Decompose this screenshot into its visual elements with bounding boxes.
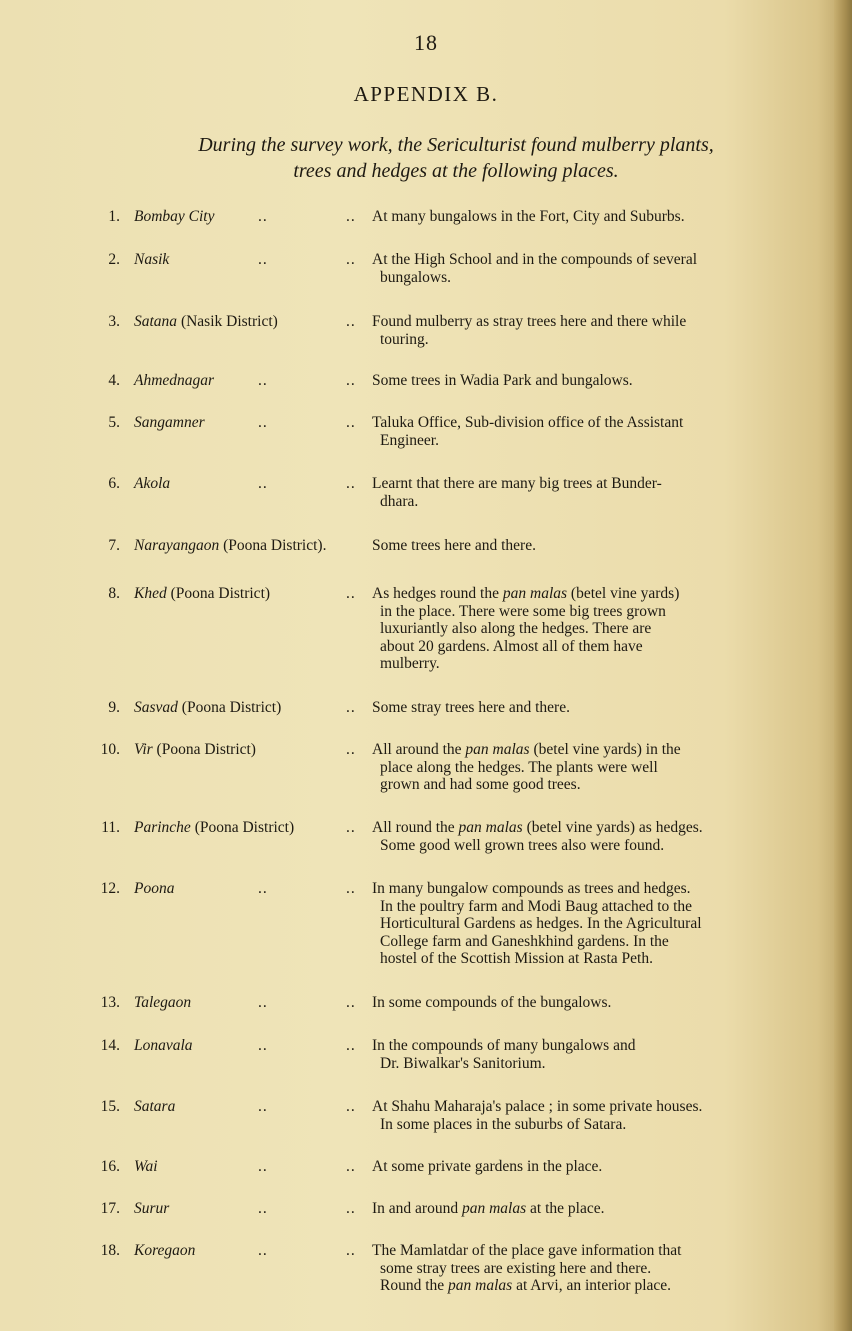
- description-line: In many bungalow compounds as trees and hedges.: [372, 880, 691, 897]
- entry-description: [372, 699, 796, 717]
- entry-description: [372, 208, 796, 226]
- description-line: Round the pan malas at Arvi, an interior place.: [380, 1277, 672, 1294]
- description-line: Some stray trees here and there.: [372, 699, 570, 716]
- entry-description: [372, 313, 796, 348]
- description-line: In the poultry farm and Modi Baug attached to the: [380, 897, 693, 915]
- entry-place: [134, 251, 169, 269]
- italic-term: pan malas: [461, 1200, 527, 1217]
- description-line: grown and had some good trees.: [380, 776, 581, 793]
- description-line: hostel of the Scottish Mission at Rasta Peth.: [380, 950, 653, 967]
- leader-dots: ..: [346, 208, 356, 225]
- entry-description: [372, 1200, 796, 1218]
- leader-dots: ..: [258, 251, 268, 268]
- leader-dots: ..: [346, 880, 356, 897]
- entry-description: [372, 372, 796, 390]
- book-gutter: [834, 0, 852, 1331]
- place-name: Talegaon: [134, 994, 192, 1011]
- leader-dots: ..: [346, 1200, 356, 1217]
- place-name: Narayangaon: [134, 537, 220, 554]
- leader-dots: ..: [258, 1200, 268, 1217]
- entry-number: 14.: [100, 1037, 120, 1054]
- entry-description: [372, 819, 796, 854]
- place-name: Nasik: [134, 251, 170, 268]
- subtitle-line-2: trees and hedges at the following places.: [293, 160, 619, 182]
- description-line: bungalows.: [380, 268, 452, 286]
- entry-number: 3.: [108, 313, 120, 330]
- description-line: Engineer.: [380, 431, 439, 449]
- leader-dots: ..: [258, 208, 268, 225]
- description-line: some stray trees are existing here and there.: [380, 1259, 652, 1277]
- entry-description: [372, 537, 796, 555]
- description-line: Found mulberry as stray trees here and there while: [372, 313, 687, 330]
- leader-dots: ..: [346, 1158, 356, 1175]
- description-line: In some compounds of the bungalows.: [372, 994, 612, 1011]
- place-name: Parinche: [134, 819, 191, 836]
- description-line: At Shahu Maharaja's palace ; in some private houses.: [372, 1098, 703, 1115]
- place-name: Wai: [134, 1158, 158, 1175]
- leader-dots: ..: [258, 880, 268, 897]
- entry-place: [134, 819, 294, 837]
- entry-place: [134, 537, 326, 555]
- entry-description: [372, 475, 796, 510]
- entry-description: [372, 1242, 796, 1295]
- entry-description: [372, 251, 796, 286]
- leader-dots: ..: [346, 372, 356, 389]
- leader-dots: ..: [346, 251, 356, 268]
- entry-description: [372, 1098, 796, 1133]
- description-line: Some trees here and there.: [372, 537, 536, 554]
- entry-place: [134, 1200, 169, 1218]
- description-line: Dr. Biwalkar's Sanitorium.: [380, 1054, 546, 1072]
- entry-description: [372, 1158, 796, 1176]
- leader-dots: ..: [346, 819, 356, 836]
- entry-place: [134, 414, 205, 432]
- description-line: about 20 gardens. Almost all of them have: [380, 637, 643, 655]
- place-name: Satana: [134, 313, 178, 330]
- entry-place: [134, 585, 270, 603]
- entry-number: 18.: [100, 1242, 120, 1259]
- entry-description: [372, 994, 796, 1012]
- entry-number: 10.: [100, 741, 120, 758]
- leader-dots: ..: [346, 414, 356, 431]
- leader-dots: ..: [258, 1037, 268, 1054]
- description-line: All round the pan malas (betel vine yards) as hedges.: [372, 819, 703, 836]
- entry-place: [134, 1037, 193, 1055]
- leader-dots: ..: [346, 1037, 356, 1054]
- description-line: place along the hedges. The plants were well: [380, 758, 658, 776]
- description-line: In the compounds of many bungalows and: [372, 1037, 636, 1054]
- place-name: Khed: [134, 585, 167, 602]
- description-line: The Mamlatdar of the place gave information that: [372, 1242, 682, 1259]
- entry-number: 8.: [108, 585, 120, 602]
- entry-description: [372, 741, 796, 794]
- description-line: Some good well grown trees also were found.: [380, 836, 665, 854]
- entry-place: [134, 880, 174, 898]
- description-line: touring.: [380, 330, 429, 348]
- entry-number: 4.: [108, 372, 120, 389]
- entry-description: [372, 414, 796, 449]
- entry-number: 12.: [100, 880, 120, 897]
- appendix-heading: APPENDIX B.: [353, 82, 499, 106]
- entry-number: 1.: [108, 208, 120, 225]
- place-name: Poona: [134, 880, 175, 897]
- description-line: in the place. There were some big trees grown: [380, 602, 666, 620]
- entry-number: 15.: [100, 1098, 120, 1115]
- entry-place: [134, 208, 215, 226]
- place-name: Ahmednagar: [134, 372, 215, 389]
- description-line: As hedges round the pan malas (betel vine yards): [372, 585, 680, 602]
- entry-place: [134, 475, 170, 493]
- entry-place: [134, 1098, 175, 1116]
- place-district: (Poona District).: [223, 537, 327, 554]
- place-district: (Poona District): [181, 699, 282, 716]
- entry-number: 16.: [100, 1158, 120, 1175]
- description-line: In some places in the suburbs of Satara.: [380, 1115, 627, 1133]
- entry-place: [134, 372, 214, 390]
- entry-place: [134, 699, 281, 717]
- leader-dots: ..: [258, 475, 268, 492]
- entry-number: 5.: [108, 414, 120, 431]
- place-district: (Nasik District): [180, 313, 278, 330]
- description-line: All around the pan malas (betel vine yards) in the: [372, 741, 681, 758]
- place-name: Sangamner: [134, 414, 205, 431]
- place-name: Akola: [134, 475, 171, 492]
- entry-place: [134, 313, 278, 331]
- leader-dots: ..: [346, 699, 356, 716]
- entry-number: 11.: [101, 819, 120, 836]
- description-line: At the High School and in the compounds of several: [372, 251, 698, 268]
- leader-dots: ..: [258, 994, 268, 1011]
- description-line: luxuriantly also along the hedges. There are: [380, 620, 652, 637]
- entry-place: [134, 1242, 195, 1260]
- description-line: At some private gardens in the place.: [372, 1158, 603, 1175]
- place-name: Bombay City: [134, 208, 215, 225]
- page-number: 18: [414, 30, 438, 55]
- leader-dots: ..: [346, 585, 356, 602]
- entry-number: 9.: [108, 699, 120, 716]
- leader-dots: ..: [346, 994, 356, 1011]
- place-name: Vir: [134, 741, 153, 758]
- entry-number: 17.: [100, 1200, 120, 1217]
- italic-term: pan malas: [502, 585, 568, 602]
- description-line: In and around pan malas at the place.: [372, 1200, 605, 1217]
- leader-dots: ..: [346, 475, 356, 492]
- leader-dots: ..: [346, 1242, 356, 1259]
- place-name: Surur: [134, 1200, 170, 1217]
- entry-place: [134, 994, 191, 1012]
- entry-number: 2.: [108, 251, 120, 268]
- leader-dots: ..: [258, 372, 268, 389]
- leader-dots: ..: [258, 1242, 268, 1259]
- appendix-subtitle: [0, 132, 852, 184]
- italic-term: pan malas: [448, 1277, 513, 1294]
- italic-term: pan malas: [458, 819, 523, 836]
- description-line: College farm and Ganeshkhind gardens. In the: [380, 932, 669, 950]
- description-line: Horticultural Gardens as hedges. In the Agricultural: [380, 915, 702, 932]
- description-line: Some trees in Wadia Park and bungalows.: [372, 372, 633, 389]
- leader-dots: ..: [258, 1098, 268, 1115]
- leader-dots: ..: [258, 1158, 268, 1175]
- description-line: mulberry.: [380, 655, 440, 672]
- subtitle-line-1: During the survey work, the Sericulturist found mulberry plants,: [198, 134, 714, 156]
- place-name: Sasvad: [134, 699, 178, 716]
- place-name: Koregaon: [134, 1242, 196, 1259]
- description-line: At many bungalows in the Fort, City and Suburbs.: [372, 208, 685, 225]
- place-district: (Poona District): [156, 741, 256, 758]
- entry-number: 13.: [100, 994, 120, 1011]
- leader-dots: ..: [346, 313, 356, 330]
- leader-dots: ..: [346, 741, 356, 758]
- entry-number: 7.: [108, 537, 120, 554]
- place-name: Satara: [134, 1098, 176, 1115]
- entry-place: [134, 741, 256, 759]
- italic-term: pan malas: [465, 741, 530, 758]
- leader-dots: ..: [346, 1098, 356, 1115]
- entry-place: [134, 1158, 158, 1176]
- place-district: (Poona District): [194, 819, 295, 836]
- entry-number: 6.: [108, 475, 120, 492]
- entry-description: [372, 880, 796, 968]
- entry-description: [372, 1037, 796, 1072]
- entry-description: [372, 585, 796, 673]
- description-line: Taluka Office, Sub-division office of the Assistant: [372, 414, 684, 431]
- description-line: dhara.: [380, 492, 419, 510]
- leader-dots: ..: [258, 414, 268, 431]
- place-district: (Poona District): [170, 585, 271, 602]
- description-line: Learnt that there are many big trees at Bunder-: [372, 475, 662, 492]
- place-name: Lonavala: [134, 1037, 193, 1054]
